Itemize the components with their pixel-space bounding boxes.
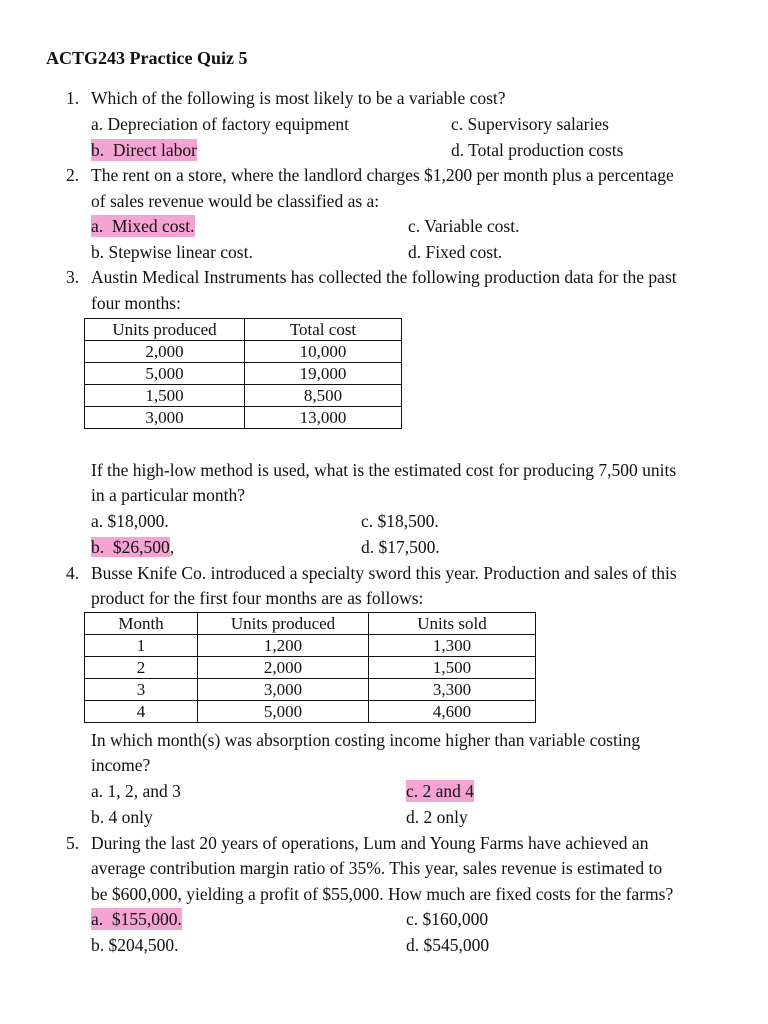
table-header-row — [85, 319, 402, 341]
q3-option-b-highlight — [91, 537, 170, 557]
q3-option-a: a. $18,000. — [91, 511, 169, 531]
q1-option-a: a. Depreciation of factory equipment — [91, 114, 350, 134]
q4-table — [84, 612, 536, 723]
q4-text-line1: Busse Knife Co. introduced a specialty sword this year. Production and sales of this — [91, 563, 677, 583]
q5-option-b: b. $204,500. — [91, 935, 179, 955]
q5-number: 5. — [66, 833, 80, 853]
table-row — [85, 679, 536, 701]
table-cell: 10,000 — [245, 341, 402, 363]
q5-option-a-letter: a. — [91, 909, 104, 929]
table-row — [85, 341, 402, 363]
table-cell: 3,000 — [198, 679, 369, 701]
table-row — [85, 363, 402, 385]
table-cell: 1,500 — [369, 657, 536, 679]
q2-option-a-text: Mixed cost. — [111, 216, 195, 236]
q2-text-line2: of sales revenue would be classified as a: — [91, 191, 380, 211]
q5-text-line1: During the last 20 years of operations, Lum and Young Farms have achieved an — [91, 833, 649, 853]
table-header-cell: Units produced — [198, 613, 369, 635]
table-cell: 19,000 — [245, 363, 402, 385]
table-cell: 4,600 — [369, 701, 536, 723]
table-row — [85, 635, 536, 657]
table-row — [85, 407, 402, 429]
q3-option-d: d. $17,500. — [361, 537, 440, 557]
table-cell: 13,000 — [245, 407, 402, 429]
q3-option-b-letter: b. — [91, 537, 105, 557]
table-cell: 1 — [85, 635, 198, 657]
table-cell: 5,000 — [198, 701, 369, 723]
q4-text-line3: In which month(s) was absorption costing income higher than variable costing — [91, 730, 641, 750]
table-row — [85, 701, 536, 723]
q2-text-line1: The rent on a store, where the landlord charges $1,200 per month plus a percentage — [91, 165, 674, 185]
q2-number: 2. — [66, 165, 80, 185]
q5-option-a-text: $155,000. — [111, 909, 182, 929]
q1-option-d: d. Total production costs — [451, 140, 624, 160]
q3-text-line4: in a particular month? — [91, 485, 246, 505]
q3-option-b — [91, 536, 174, 558]
q5-option-c: c. $160,000 — [406, 909, 489, 929]
table-cell: 1,500 — [85, 385, 245, 407]
q3-number: 3. — [66, 267, 80, 287]
q2-option-a-letter: a. — [91, 216, 104, 236]
table-cell: 2,000 — [198, 657, 369, 679]
q5-text-line2: average contribution margin ratio of 35%. This year, sales revenue is estimated to — [91, 858, 663, 878]
q4-option-c: c. 2 and 4 — [406, 781, 475, 801]
table-cell: 2,000 — [85, 341, 245, 363]
q3-option-b-suffix: , — [169, 537, 175, 557]
q4-text-line4: income? — [91, 755, 151, 775]
q1-option-b-text: Direct labor — [112, 140, 197, 160]
page-title: ACTG243 Practice Quiz 5 — [46, 48, 248, 68]
table-cell: 1,300 — [369, 635, 536, 657]
q3-option-b-text: $26,500 — [112, 537, 170, 557]
table-cell: 3,000 — [85, 407, 245, 429]
q2-option-a — [91, 215, 195, 237]
table-header-row — [85, 613, 536, 635]
q1-option-b — [91, 139, 197, 161]
q1-text: Which of the following is most likely to be a variable cost? — [91, 88, 506, 108]
q4-option-b: b. 4 only — [91, 807, 153, 827]
q2-option-c: c. Variable cost. — [408, 216, 520, 236]
table-header-cell: Units sold — [369, 613, 536, 635]
q4-text-line2: product for the first four months are as follows: — [91, 588, 424, 608]
q3-text-line1: Austin Medical Instruments has collected the following production data for the past — [91, 267, 677, 287]
table-cell: 1,200 — [198, 635, 369, 657]
q3-text-line2: four months: — [91, 293, 181, 313]
table-header-cell: Month — [85, 613, 198, 635]
table-row — [85, 657, 536, 679]
q1-option-c: c. Supervisory salaries — [451, 114, 609, 134]
table-cell: 3 — [85, 679, 198, 701]
q1-number: 1. — [66, 88, 80, 108]
q4-option-d: d. 2 only — [406, 807, 468, 827]
q5-option-d: d. $545,000 — [406, 935, 490, 955]
q2-option-d: d. Fixed cost. — [408, 242, 503, 262]
table-cell: 8,500 — [245, 385, 402, 407]
q5-text-line3: be $600,000, yielding a profit of $55,000. How much are fixed costs for the farms? — [91, 884, 674, 904]
q3-text-line3: If the high-low method is used, what is the estimated cost for producing 7,500 units — [91, 460, 677, 480]
table-cell: 4 — [85, 701, 198, 723]
q4-number: 4. — [66, 563, 80, 583]
table-cell: 5,000 — [85, 363, 245, 385]
table-cell: 3,300 — [369, 679, 536, 701]
q3-table — [84, 318, 402, 429]
q1-option-b-letter: b. — [91, 140, 105, 160]
q3-option-c: c. $18,500. — [361, 511, 439, 531]
table-header-cell: Units produced — [85, 319, 245, 341]
table-row — [85, 385, 402, 407]
q4-option-a: a. 1, 2, and 3 — [91, 781, 181, 801]
q2-option-b: b. Stepwise linear cost. — [91, 242, 253, 262]
table-header-cell: Total cost — [245, 319, 402, 341]
table-cell: 2 — [85, 657, 198, 679]
q5-option-a — [91, 908, 182, 930]
